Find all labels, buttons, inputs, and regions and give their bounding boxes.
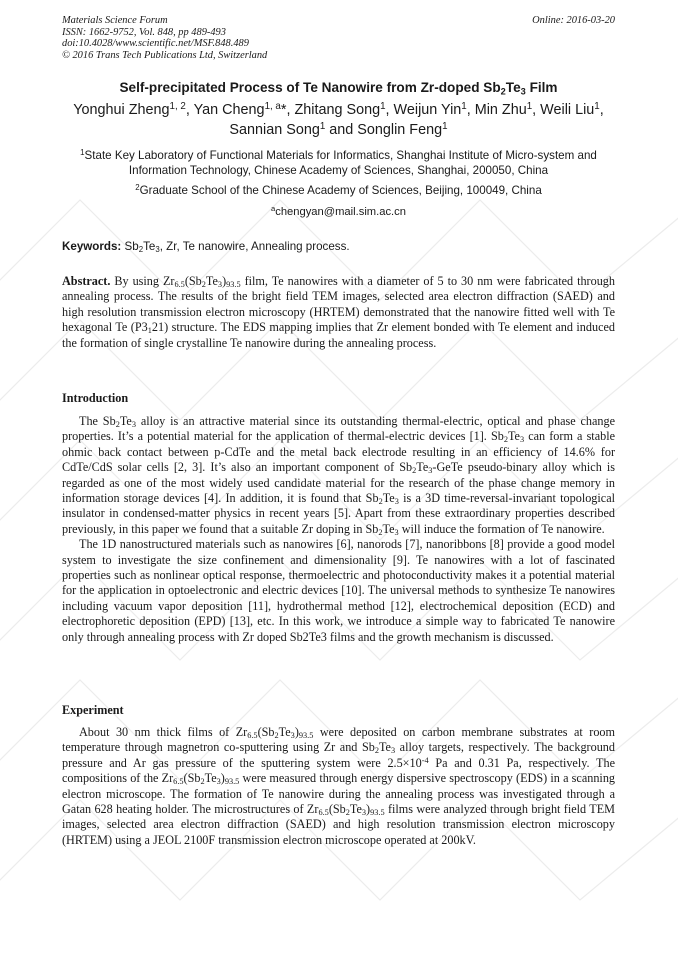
keywords-line: Keywords: $Sb_2Te_3$, Zr, Te nanowire, Annealing process. xyxy=(62,240,350,254)
keywords-label: Keywords: xyxy=(62,240,122,253)
journal-header xyxy=(62,15,615,61)
section-heading-introduction: Introduction xyxy=(62,391,129,405)
online-date: Online: 2016-03-20 xyxy=(532,15,615,26)
paper-title: Self-precipitated Process of Te Nanowire from Zr-doped $Sb_2Te_3$ Film xyxy=(119,80,558,97)
section-heading-experiment: Experiment xyxy=(62,703,124,717)
journal-name: Materials Science Forum xyxy=(62,15,168,26)
abstract-label: Abstract. xyxy=(62,274,111,288)
corresponding-email[interactable]: $^a$chengyan@mail.sim.ac.cn xyxy=(271,204,406,218)
copyright-line: © 2016 Trans Tech Publications Ltd, Switzerland xyxy=(62,49,268,61)
doi-line: doi:10.4028/www.scientific.net/MSF.848.489 xyxy=(62,38,249,50)
author-list: Yonghui Zheng$^{1, 2}$, Yan Cheng$^{1, a}$*, Zhitang Song$^1$, Weijun Yin$^1$, Min Zhu$^1$, Weili Liu$^1$, Sannian Song$^1$ and Songlin Feng$^1$ xyxy=(73,101,604,138)
affiliation-2: $^2$Graduate School of the Chinese Academy of Sciences, Beijing, 100049, China xyxy=(135,183,542,197)
experiment-body xyxy=(62,725,615,848)
affiliation-1: $^1$State Key Laboratory of Functional Materials for Informatics, Shanghai Institute of Micro-system and Information Technology, Chinese Academy of Sciences, Shanghai, 200050, China xyxy=(80,148,597,177)
introduction-body xyxy=(62,414,615,645)
introduction-paragraph-2: The 1D nanostructured materials such as nanowires [6], nanorods [7], nanoribbons [8] provide a good model system to investigate the size confinement and dimensionality [9]. Te nanowires with a lot of fascinated properties such as nonlinear optical response, thermoelectric and photoconductivity makes it a potential material for the application in optoelectronic and electric devices [10]. The universal methods to synthesize Te nanowires including vacuum vapor deposition [11], hydrothermal method [12], electrochemical deposition (ECD) and electrophoretic deposition (EPD) [13], etc. In this work, we introduce a simple way to fabricated Te nanowire only through annealing process with Zr doped Sb2Te3 films and the growth mechanism is discussed. xyxy=(62,537,615,644)
abstract-paragraph: Abstract. By using $Zr_{6.5}(Sb_2Te_3)_{93.5}$ film, Te nanowires with a diameter of 5 to 30 nm were fabricated through annealing process. The results of the bright field TEM images, selected area electron diffraction (SAED) and high resolution transmission electron microscopy (HRTEM) demonstrated that the nanowire fitted well with Te hexagonal Te $(P3_121)$ structure. The EDS mapping implies that Zr element bonded with Te element and induced the formation of single crystalline Te nanowire during the annealing process. xyxy=(62,274,616,350)
introduction-paragraph-1: The $Sb_2Te_3$ alloy is an attractive material since its outstanding thermal-electric, optical and phase change properties. It’s a potential material for the application of thermal-electric devices [1]. $Sb_2Te_3$ can form a stable ohmic back contact between p-CdTe and the metal back electrode resulting in an efficiency of 14.6% for CdTe/CdS solar cells [2, 3]. It’s also an important component of $Sb_2Te_3$-GeTe pseudo-binary alloy which is regarded as one of the most widely used candidate material for the research of the phase change memory in information storage devices [4]. In addition, it is found that $Sb_2Te_3$ is a 3D time-reversal-invariant topological insulator in condensed-matter physics in recent years [5]. Apart from these extraordinary properties described previously, in this paper we found that a suitable Zr doping in $Sb_2Te_3$ will induce the formation of Te nanowire. xyxy=(62,414,615,537)
experiment-paragraph-1: About 30 nm thick films of $Zr_{6.5}(Sb_2Te_3)_{93.5}$ were deposited on carbon membrane substrates at room temperature through magnetron co-sputtering using Zr and $Sb_2Te_3$ alloy targets, respectively. The background pressure and Ar gas pressure of the sputtering system were $2.5\times 10^{-4}$ Pa and 0.31 Pa, respectively. The compositions of the $Zr_{6.5}(Sb_2Te_3)_{93.5}$ were measured through energy dispersive spectroscopy (EDS) in a scanning electron microscope. The formation of Te nanowire during the annealing process was investigated through a Gatan 628 heating holder. The microstructures of $Zr_{6.5}(Sb_2Te_3)_{93.5}$ films were analyzed through bright field TEM images, selected area electron diffraction (SAED) and high resolution transmission electron microscopy (HRTEM) using a JEOL 2100F transmission electron microscope operated at 200kV. xyxy=(62,725,616,847)
issn-line: ISSN: 1662-9752, Vol. 848, pp 489-493 xyxy=(62,26,226,38)
